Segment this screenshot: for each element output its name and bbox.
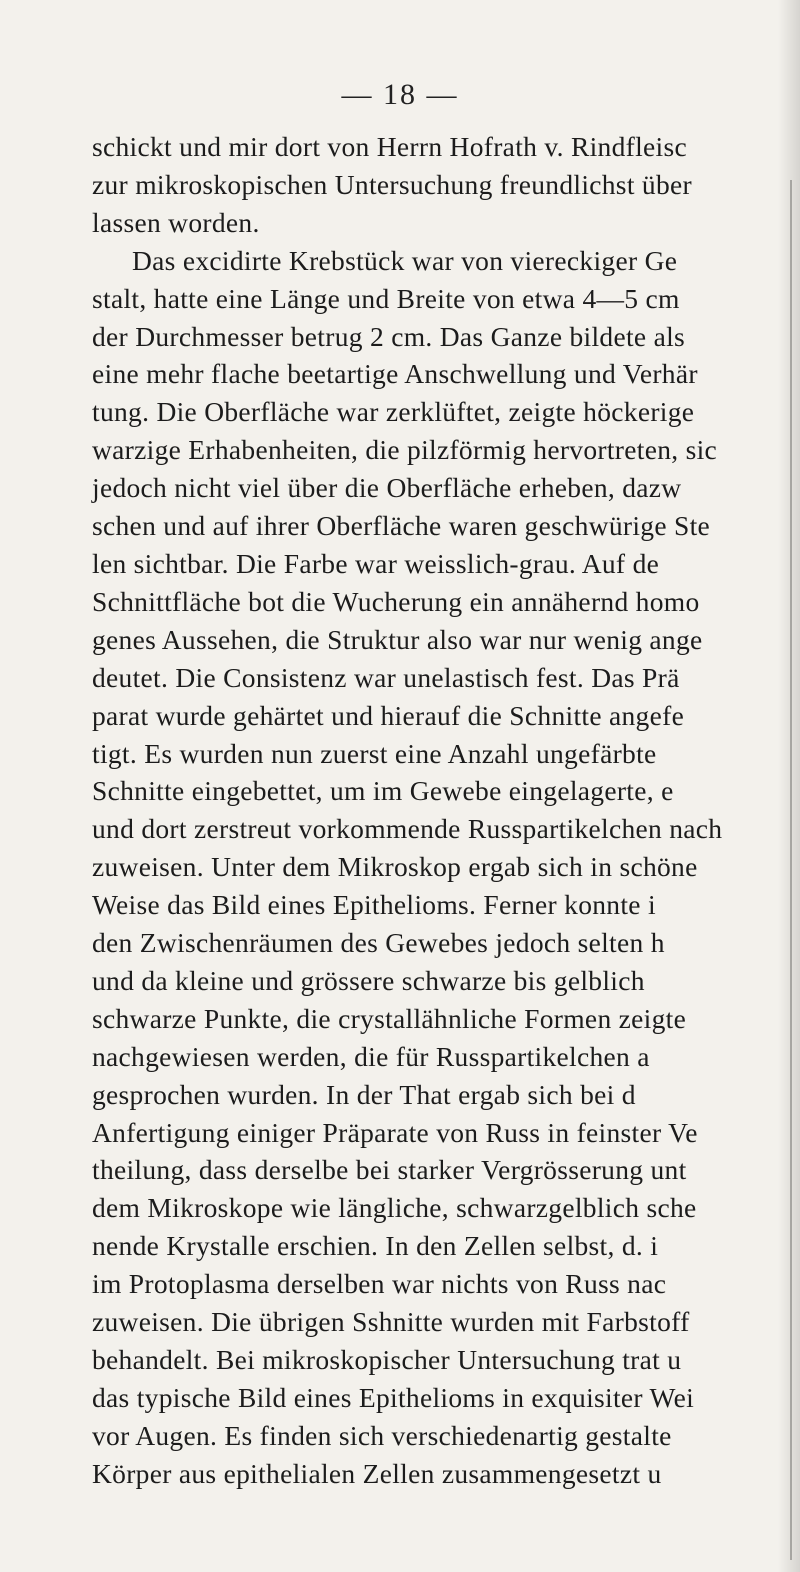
page-number-header: — 18 — (341, 78, 459, 111)
text-line: tigt. Es wurden nun zuerst eine Anzahl ungefärbte (92, 737, 657, 769)
text-line: Anfertigung einiger Präparate von Russ in feinster Ve (92, 1116, 698, 1148)
text-line: zuweisen. Die übrigen Sshnitte wurden mit Farbstoff (92, 1306, 690, 1338)
text-line: Schnitte eingebettet, um im Gewebe eingelagerte, e (92, 775, 674, 807)
text-line: im Protoplasma derselben war nichts von Russ nac (92, 1268, 667, 1300)
text-line: nachgewiesen werden, die für Russpartikelchen a (92, 1040, 650, 1072)
text-line: len sichtbar. Die Farbe war weisslich-grau. Auf de (92, 547, 660, 579)
body-text (92, 128, 800, 1493)
text-line: eine mehr flache beetartige Anschwellung und Verhär (92, 358, 698, 390)
text-line: Schnittfläche bot die Wucherung ein annähernd homo (92, 585, 700, 617)
text-line: Weise das Bild eines Epithelioms. Ferner konnte i (92, 889, 656, 921)
text-line: behandelt. Bei mikroskopischer Untersuchung trat u (92, 1344, 682, 1375)
text-line: schwarze Punkte, die crystallähnliche Formen zeigte (92, 1002, 687, 1034)
text-line: theilung, dass derselbe bei starker Vergrösserung unt (92, 1154, 687, 1186)
text-line: gesprochen wurden. In der That ergab sich bei d (92, 1078, 636, 1110)
text-line: zuweisen. Unter dem Mikroskop ergab sich in schöne (92, 851, 698, 883)
text-line: parat wurde gehärtet und hierauf die Schnitte angefe (92, 699, 685, 731)
text-line: vor Augen. Es finden sich verschiedenartig gestalte (92, 1419, 672, 1451)
text-line: und dort zerstreut vorkommende Russpartikelchen nach (92, 813, 723, 845)
text-line: warzige Erhabenheiten, die pilzförmig hervortreten, sic (92, 434, 718, 466)
text-line: schickt und mir dort von Herrn Hofrath v. Rindfleisc (92, 131, 688, 162)
text-line: genes Aussehen, die Struktur also war nur wenig ange (92, 623, 703, 655)
text-line: tung. Die Oberfläche war zerklüftet, zeigte höckerige (92, 396, 695, 428)
text-line: stalt, hatte eine Länge und Breite von etwa 4—5 cm (92, 282, 680, 314)
text-line: nende Krystalle erschien. In den Zellen selbst, d. i (92, 1230, 659, 1262)
text-line: dem Mikroskope wie längliche, schwarzgelblich sche (92, 1192, 697, 1224)
text-line: schen und auf ihrer Oberfläche waren geschwürige Ste (92, 510, 711, 542)
text-line: deutet. Die Consistenz war unelastisch fest. Das Prä (92, 661, 680, 693)
text-line: Das excidirte Krebstück war von viereckiger Ge (132, 244, 678, 276)
text-line: zur mikroskopischen Untersuchung freundlichst über (92, 168, 692, 200)
text-line: und da kleine und grössere schwarze bis gelblich (92, 964, 645, 996)
text-line: der Durchmesser betrug 2 cm. Das Ganze bildete als (92, 320, 686, 352)
text-line: jedoch nicht viel über die Oberfläche erheben, dazw (92, 472, 682, 504)
text-line: Körper aus epithelialen Zellen zusammengesetzt u (92, 1457, 662, 1489)
text-line: lassen worden. (92, 206, 260, 238)
text-line: den Zwischenräumen des Gewebes jedoch selten h (92, 927, 665, 959)
text-line: das typische Bild eines Epithelioms in exquisiter Wei (92, 1381, 695, 1413)
